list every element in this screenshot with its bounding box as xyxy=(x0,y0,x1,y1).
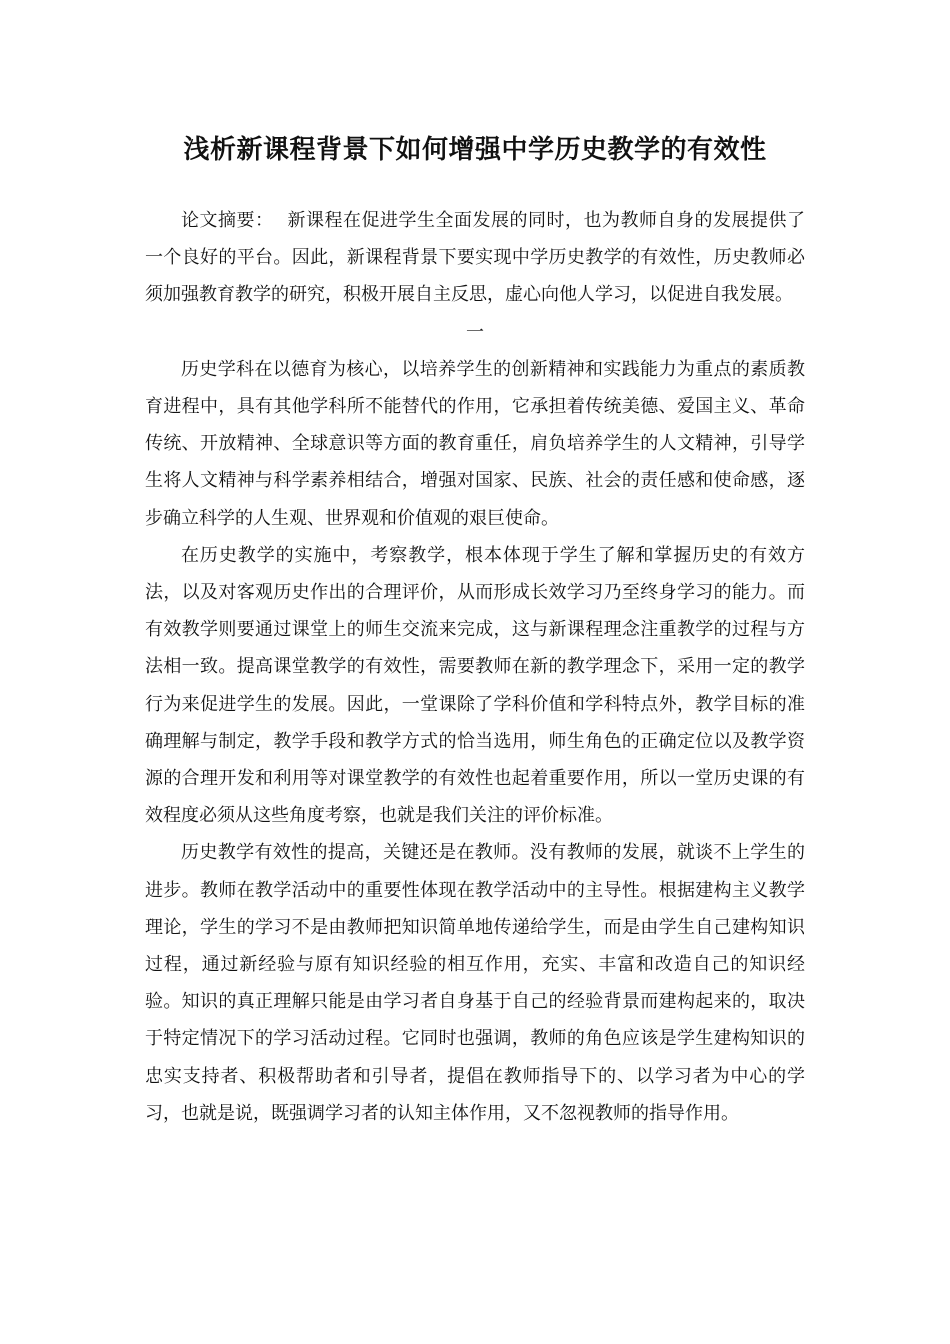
document-title: 浅析新课程背景下如何增强中学历史教学的有效性 xyxy=(183,135,767,165)
abstract-text: 新课程在促进学生全面发展的同时，也为教师自身的发展提供了一个良好的平台。因此，新课程背景下要实现中学历史教学的有效性，历史教师必须加强教育教学的研究，积极开展自主反思，虚心向他人学习，以促进自我发展。 xyxy=(145,210,805,306)
body-paragraph: 历史教学有效性的提高，关键还是在教师。没有教师的发展，就谈不上学生的进步。教师在教学活动中的重要性体现在教学活动中的主导性。根据建构主义教学理论，学生的学习不是由教师把知识简单地传递给学生，而是由学生自己建构知识过程，通过新经验与原有知识经验的相互作用，充实、丰富和改造自己的知识经验。知识的真正理解只能是由学习者自身基于自己的经验背景而建构起来的，取决于特定情况下的学习活动过程。它同时也强调，教师的角色应该是学生建构知识的忠实支持者、积极帮助者和引导者，提倡在教师指导下的、以学习者为中心的学习，也就是说，既强调学习者的认知主体作用，又不忽视教师的指导作用。 xyxy=(145,842,805,1124)
body-paragraph: 历史学科在以德育为核心，以培养学生的创新精神和实践能力为重点的素质教育进程中，具有其他学科所不能替代的作用，它承担着传统美德、爱国主义、革命传统、开放精神、全球意识等方面的教育重任，肩负培养学生的人文精神，引导学生将人文精神与科学素养相结合，增强对国家、民族、社会的责任感和使命感，逐步确立科学的人生观、世界观和价值观的艰巨使命。 xyxy=(145,358,805,529)
body-paragraph: 在历史教学的实施中，考察教学，根本体现于学生了解和掌握历史的有效方法，以及对客观历史作出的合理评价，从而形成长效学习乃至终身学习的能力。而有效教学则要通过课堂上的师生交流来完成，这与新课程理念注重教学的过程与方法相一致。提高课堂教学的有效性，需要教师在新的教学理念下，采用一定的教学行为来促进学生的发展。因此，一堂课除了学科价值和学科特点外，教学目标的准确理解与制定，教学手段和教学方式的恰当选用，师生角色的正确定位以及教学资源的合理开发和利用等对课堂教学的有效性也起着重要作用，所以一堂历史课的有效程度必须从这些角度考察，也就是我们关注的评价标准。 xyxy=(145,544,805,827)
abstract-label: 论文摘要： xyxy=(181,210,274,231)
section-number: 一 xyxy=(466,321,484,343)
document-body xyxy=(145,202,805,1132)
abstract-paragraph xyxy=(145,202,805,314)
